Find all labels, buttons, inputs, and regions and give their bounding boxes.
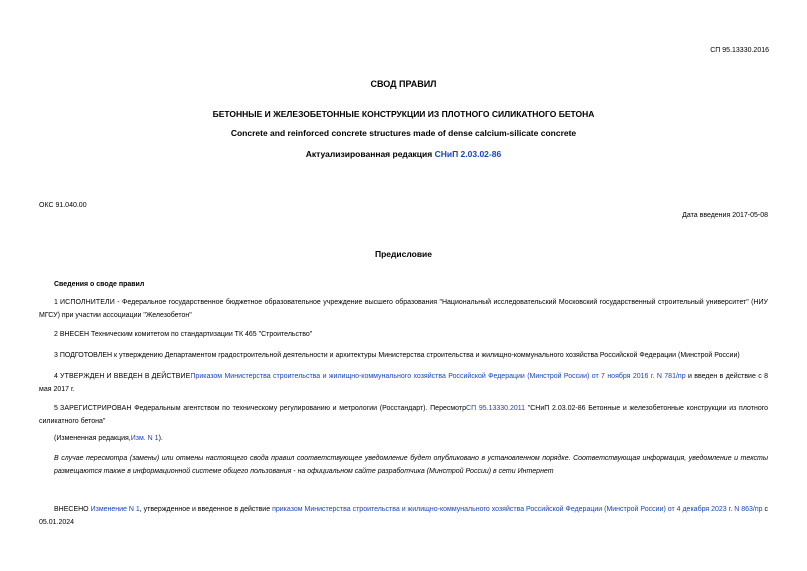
amendment-1-link[interactable]: Изменение N 1 [90, 506, 140, 513]
title-russian: БЕТОННЫЕ И ЖЕЛЕЗОБЕТОННЫЕ КОНСТРУКЦИИ ИЗ ПЛОТНОГО СИЛИКАТНОГО БЕТОНА [212, 109, 595, 119]
paragraph-4 [39, 371, 768, 396]
p4-tail: и введен в действие с 8 мая 2017 г. [39, 373, 768, 393]
oks-code: ОКС 91.040.00 [39, 202, 87, 209]
p5-text: Федеральным агентством по техническому регулированию и метрологии (Росстандарт). Пересмотр [131, 405, 467, 412]
p1-text: - Федеральное государственное бюджетное образовательное учреждение высшего образования "Национальный исследовательский Московский государственный строительный университет" (НИУ МГСУ) при участии ассоциации "Железобетон" [39, 299, 768, 319]
p5-tail: "СНиП 2.03.02-86 Бетонные и железобетонные конструкции из плотного силикатного бетона" [39, 405, 769, 425]
p7-text: В случае пересмотра (замены) или отмены настоящего свода правил соответствующее уведомление будет опубликовано в установленном порядке. Соответствующая информация, уведомление и тексты размещаются также в информационной системе общего пользования - на официальном сайте разработчика (Минстрой России) в сети Интернет [54, 455, 768, 475]
p8-lead: ВНЕСЕНО [54, 506, 89, 513]
paragraph-6 [39, 433, 768, 446]
p5-lead: 5 ЗАРЕГИСТРИРОВАН [54, 405, 132, 412]
title-english: Concrete and reinforced concrete structures made of dense calcium-silicate concrete [230, 128, 577, 138]
p8-tail: с 05.01.2024 [39, 506, 768, 526]
amendment-link[interactable]: Изм. N 1 [130, 435, 159, 442]
p6-prefix: (Измененная редакция, [54, 435, 131, 442]
document-heading: СВОД ПРАВИЛ [370, 79, 437, 89]
paragraph-2 [39, 329, 768, 342]
preface-title: Предисловие [374, 249, 433, 259]
edition-line [0, 149, 807, 159]
paragraph-7 [39, 453, 768, 478]
p4-lead: 4 УТВЕРЖДЕН И ВВЕДЕН В ДЕЙСТВИЕ [54, 373, 191, 380]
paragraph-3 [39, 350, 768, 363]
p6-suffix: ). [158, 435, 163, 442]
p8-mid: , утвержденное и введенное в действие [139, 506, 271, 513]
paragraph-1 [39, 297, 768, 322]
edition-prefix: Актуализированная редакция [305, 149, 435, 159]
p5-sp-link[interactable]: СП 95.13330.2011 [466, 405, 526, 412]
paragraph-5 [39, 403, 768, 428]
p8-order-link[interactable]: приказом Министерства строительства и жилищно-коммунального хозяйства Российской Федерации (Минстрой России) от 4 декабря 2023 г. N 863/пр [272, 506, 763, 513]
p1-lead: 1 ИСПОЛНИТЕЛИ [54, 299, 115, 306]
snip-link[interactable]: СНиП 2.03.02-86 [434, 149, 502, 159]
paragraph-8 [39, 504, 768, 529]
p2-text: 2 ВНЕСЕН Техническим комитетом по стандартизации ТК 465 "Строительство" [54, 331, 313, 338]
document-code: СП 95.13330.2016 [710, 47, 769, 54]
p3-text: 3 ПОДГОТОВЛЕН к утверждению Департаментом градостроительной деятельности и архитектуры Министерства строительства и жилищно-коммунального хозяйства Российской Федерации (Минстрой России) [54, 352, 740, 359]
section-title: Сведения о своде правил [54, 281, 145, 288]
intro-date: Дата введения 2017-05-08 [682, 212, 768, 219]
p4-order-link[interactable]: Приказом Министерства строительства и жилищно-коммунального хозяйства Российской Федерации (Минстрой России) от 7 ноября 2016 г. N 781/пр [190, 373, 686, 380]
